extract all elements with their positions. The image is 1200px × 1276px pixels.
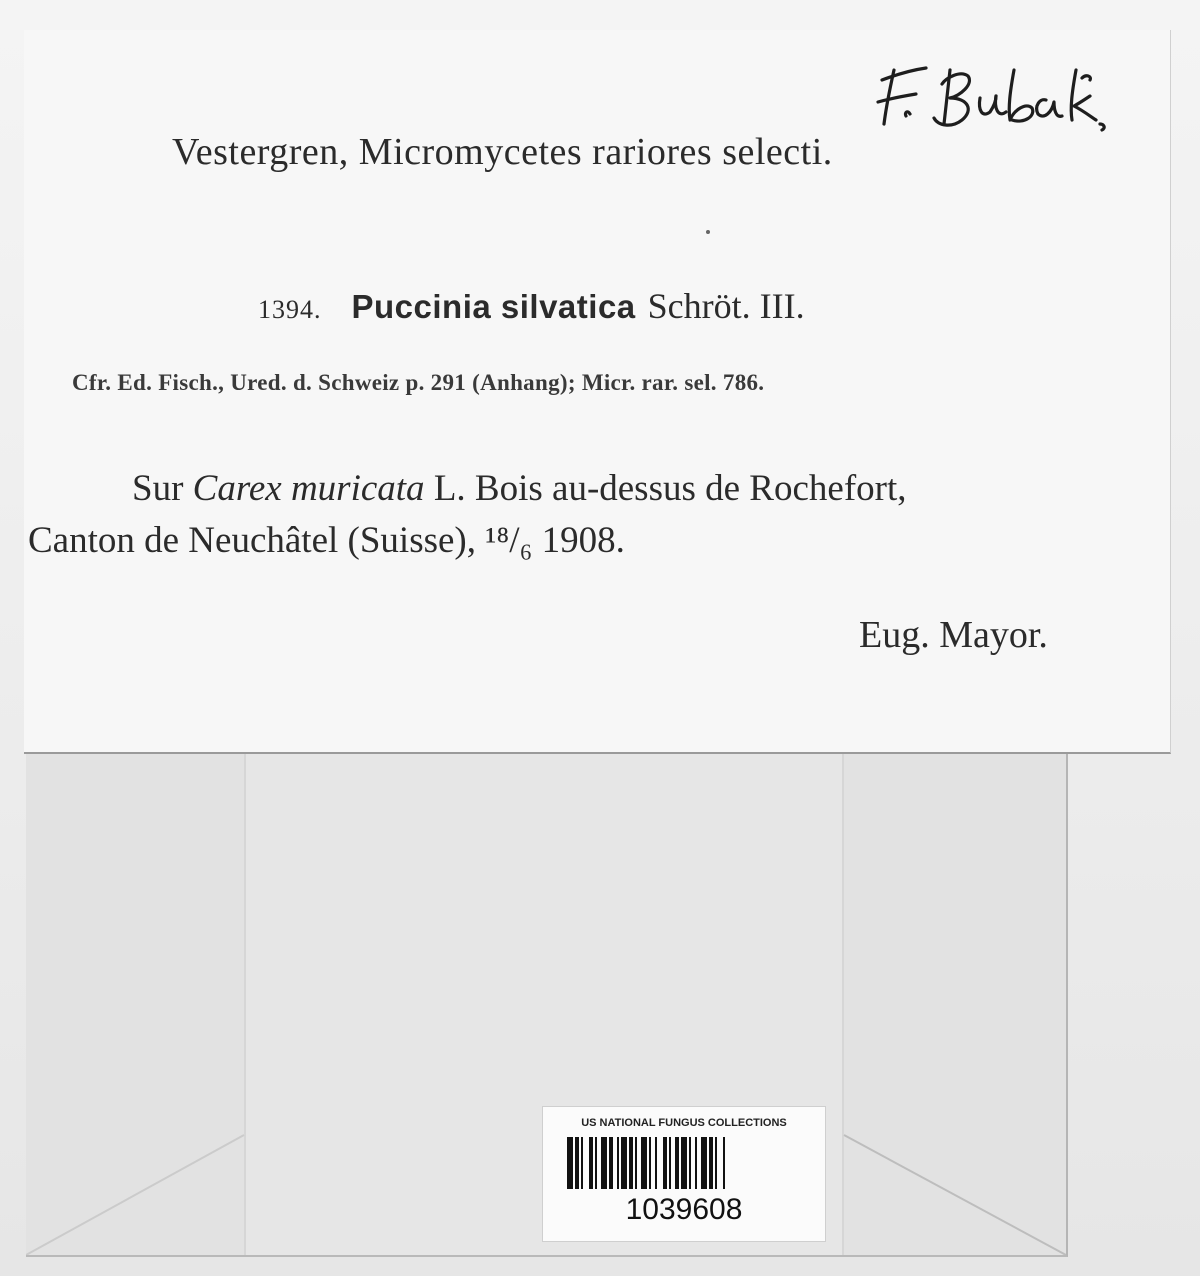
collector-name: Eug. Mayor. <box>859 614 1048 656</box>
locality-line-1 <box>28 463 1168 515</box>
barcode-header: US NATIONAL FUNGUS COLLECTIONS <box>581 1117 787 1129</box>
barcode-number: 1039608 <box>625 1193 743 1226</box>
locality-line-2: Canton de Neuchâtel (Suisse), ¹⁸/₆ 1908. <box>28 520 625 561</box>
barcode-label <box>542 1106 826 1242</box>
barcode-bars <box>567 1137 801 1189</box>
species-line <box>258 285 805 327</box>
host-plant: Carex muricata <box>192 468 425 509</box>
species-author: Schröt. III. <box>647 286 805 326</box>
locality-line-1-rest: L. Bois au-dessus de Rochefort, <box>433 468 907 509</box>
locality-prefix: Sur <box>132 468 184 509</box>
exsiccata-number: 1394. <box>258 295 322 324</box>
literature-reference: Cfr. Ed. Fisch., Ured. d. Schweiz p. 291 (Anhang); Micr. rar. sel. 786. <box>72 370 765 395</box>
handwritten-signature <box>864 40 1154 150</box>
stray-dot <box>706 230 710 234</box>
series-title: Vestergren, Micromycetes rariores selecti. <box>172 131 833 173</box>
locality-text <box>28 463 1168 567</box>
species-name: Puccinia silvatica <box>351 288 636 325</box>
specimen-label <box>24 30 1171 754</box>
